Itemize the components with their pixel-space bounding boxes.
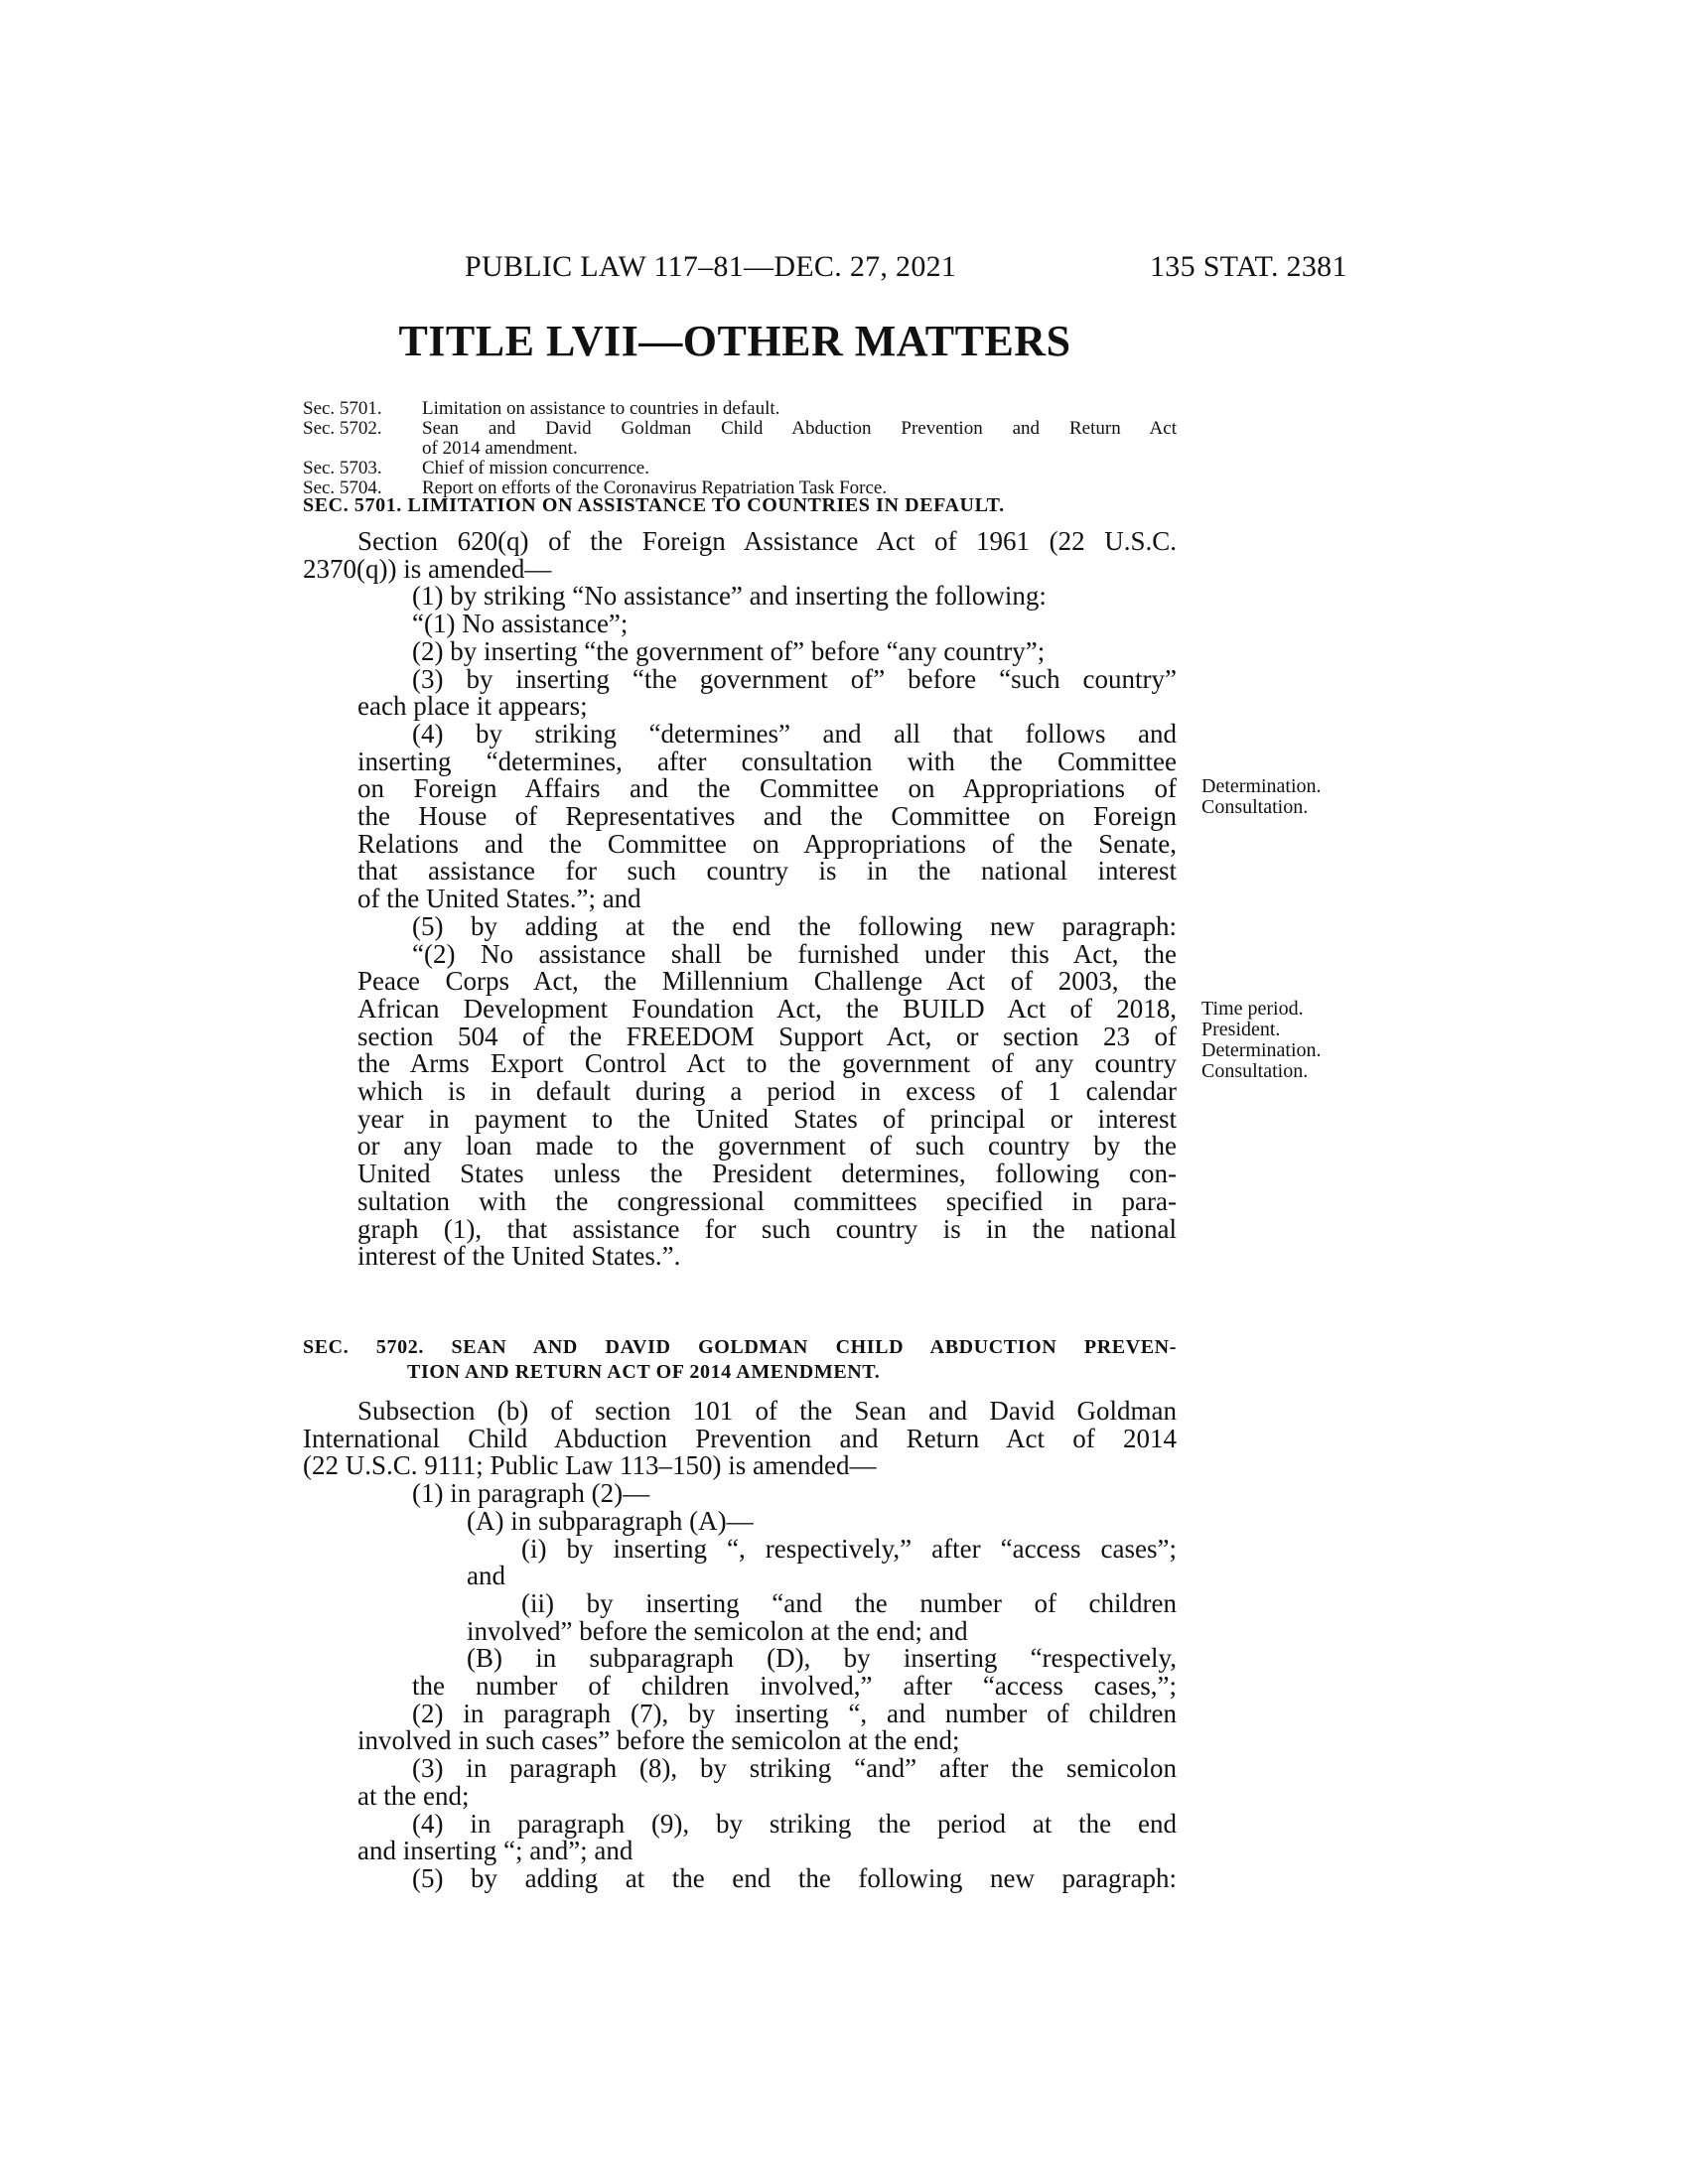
text-line: 2370(q)) is amended— (303, 553, 552, 584)
text-line: United States unless the President determines, following con- (357, 1159, 1177, 1189)
toc-section-title: Chief of mission concurrence. (422, 458, 649, 478)
margin-note-line: Consultation. (1201, 1060, 1309, 1082)
text-line: (22 U.S.C. 9111; Public Law 113–150) is amended— (303, 1450, 877, 1481)
toc-section-title-continued: of 2014 amendment. (422, 438, 578, 459)
margin-note-determination-consultation (1201, 776, 1322, 818)
text-line: (5) by adding at the end the following new paragraph: (412, 1862, 1177, 1893)
running-header-left: PUBLIC LAW 117–81—DEC. 27, 2021 (465, 250, 957, 283)
toc-section-number: Sec. 5701. (303, 398, 382, 419)
margin-note-line: Consultation. (1201, 796, 1309, 818)
text-line: section 504 of the FREEDOM Support Act, or section 23 of (357, 1021, 1177, 1051)
text-line: “(1) No assistance”; (412, 609, 629, 639)
text-line: which is in default during a period in excess of 1 calendar (357, 1076, 1177, 1107)
text-line: Subsection (b) of section 101 of the Sean and David Goldman (357, 1396, 1177, 1426)
text-line: the House of Representatives and the Committee on Foreign (357, 801, 1177, 832)
text-line: Relations and the Committee on Appropriations of the Senate, (357, 828, 1177, 859)
text-line: interest of the United States.”. (357, 1241, 681, 1272)
toc-section-title: Limitation on assistance to countries in default. (422, 398, 780, 419)
title-heading: TITLE LVII—OTHER MATTERS (398, 317, 1071, 365)
toc-section-title: Report on efforts of the Coronavirus Repatriation Task Force. (422, 478, 888, 498)
section-5701-heading: SEC. 5701. LIMITATION ON ASSISTANCE TO COUNTRIES IN DEFAULT. (303, 494, 1005, 516)
text-line: (B) in subparagraph (D), by inserting “respectively, (467, 1643, 1177, 1674)
text-line: inserting “determines, after consultation with the Committee (357, 746, 1177, 776)
text-line: (3) by inserting “the government of” before “such country” (412, 663, 1177, 694)
toc-entry (303, 399, 1177, 419)
text-line: that assistance for such country is in the national interest (357, 856, 1177, 887)
margin-note-line: Determination. (1201, 775, 1322, 797)
text-line: each place it appears; (357, 691, 588, 722)
text-line: on Foreign Affairs and the Committee on Appropriations of (357, 773, 1177, 804)
toc-section-number: Sec. 5702. (303, 418, 382, 439)
text-line: “(2) No assistance shall be furnished under this Act, the (412, 938, 1177, 969)
text-line: (3) in paragraph (8), by striking “and” after the semicolon (412, 1753, 1177, 1784)
text-line: and inserting “; and”; and (357, 1836, 633, 1866)
toc-section-title: Sean and David Goldman Child Abduction Prevention and Return Act (422, 418, 1177, 439)
toc-entry (303, 419, 1177, 439)
text-line: and (467, 1561, 505, 1591)
margin-note-line: President. (1201, 1019, 1281, 1040)
section-5701-body (303, 528, 1177, 1271)
text-line: (4) in paragraph (9), by striking the period at the end (412, 1808, 1177, 1839)
text-line: (ii) by inserting “and the number of children (521, 1587, 1177, 1618)
text-line: at the end; (357, 1780, 470, 1811)
section-5702-body (303, 1398, 1177, 1893)
table-of-contents (303, 399, 1177, 498)
text-line: (1) by striking “No assistance” and inserting the following: (412, 581, 1047, 612)
text-line: African Development Foundation Act, the BUILD Act of 2018, (357, 993, 1177, 1024)
text-line: (4) by striking “determines” and all that follows and (412, 718, 1177, 749)
text-line: Section 620(q) of the Foreign Assistance Act of 1961 (22 U.S.C. (357, 526, 1177, 556)
text-line: (1) in paragraph (2)— (412, 1478, 650, 1509)
text-line: involved” before the semicolon at the end; and (467, 1615, 968, 1646)
toc-section-number: Sec. 5704. (303, 478, 382, 498)
margin-note-line: Time period. (1201, 998, 1304, 1020)
text-line: year in payment to the United States of principal or interest (357, 1103, 1177, 1134)
text-line: International Child Abduction Prevention and Return Act of 2014 (303, 1423, 1177, 1453)
text-line: graph (1), that assistance for such country is in the national (357, 1213, 1177, 1244)
text-line: (i) by inserting “, respectively,” after “access cases”; (521, 1533, 1177, 1564)
text-line: the number of children involved,” after “access cases,”; (412, 1671, 1177, 1702)
text-line: Peace Corps Act, the Millennium Challenge Act of 2003, the (357, 966, 1177, 997)
text-line: or any loan made to the government of such country by the (357, 1131, 1177, 1161)
margin-note-time-period (1201, 999, 1322, 1082)
text-line: involved in such cases” before the semicolon at the end; (357, 1725, 960, 1756)
text-line: sultation with the congressional committees specified in para- (357, 1185, 1177, 1216)
toc-entry (303, 459, 1177, 478)
text-line: (5) by adding at the end the following new paragraph: (412, 910, 1177, 941)
text-line: of the United States.”; and (357, 884, 641, 914)
text-line: the Arms Export Control Act to the government of any country (357, 1048, 1177, 1079)
text-line: (2) in paragraph (7), by inserting “, and number of children (412, 1698, 1177, 1728)
section-heading-line: TION AND RETURN ACT OF 2014 AMENDMENT. (407, 1361, 881, 1383)
text-line: (A) in subparagraph (A)— (467, 1505, 754, 1536)
section-5702-heading (303, 1335, 1177, 1385)
section-heading-line: SEC. 5702. SEAN AND DAVID GOLDMAN CHILD ABDUCTION PREVEN- (303, 1336, 1177, 1358)
toc-section-number: Sec. 5703. (303, 458, 382, 478)
margin-note-line: Determination. (1201, 1039, 1322, 1061)
text-line: (2) by inserting “the government of” before “any country”; (412, 635, 1046, 666)
running-header-page-number: 135 STAT. 2381 (1150, 250, 1347, 283)
